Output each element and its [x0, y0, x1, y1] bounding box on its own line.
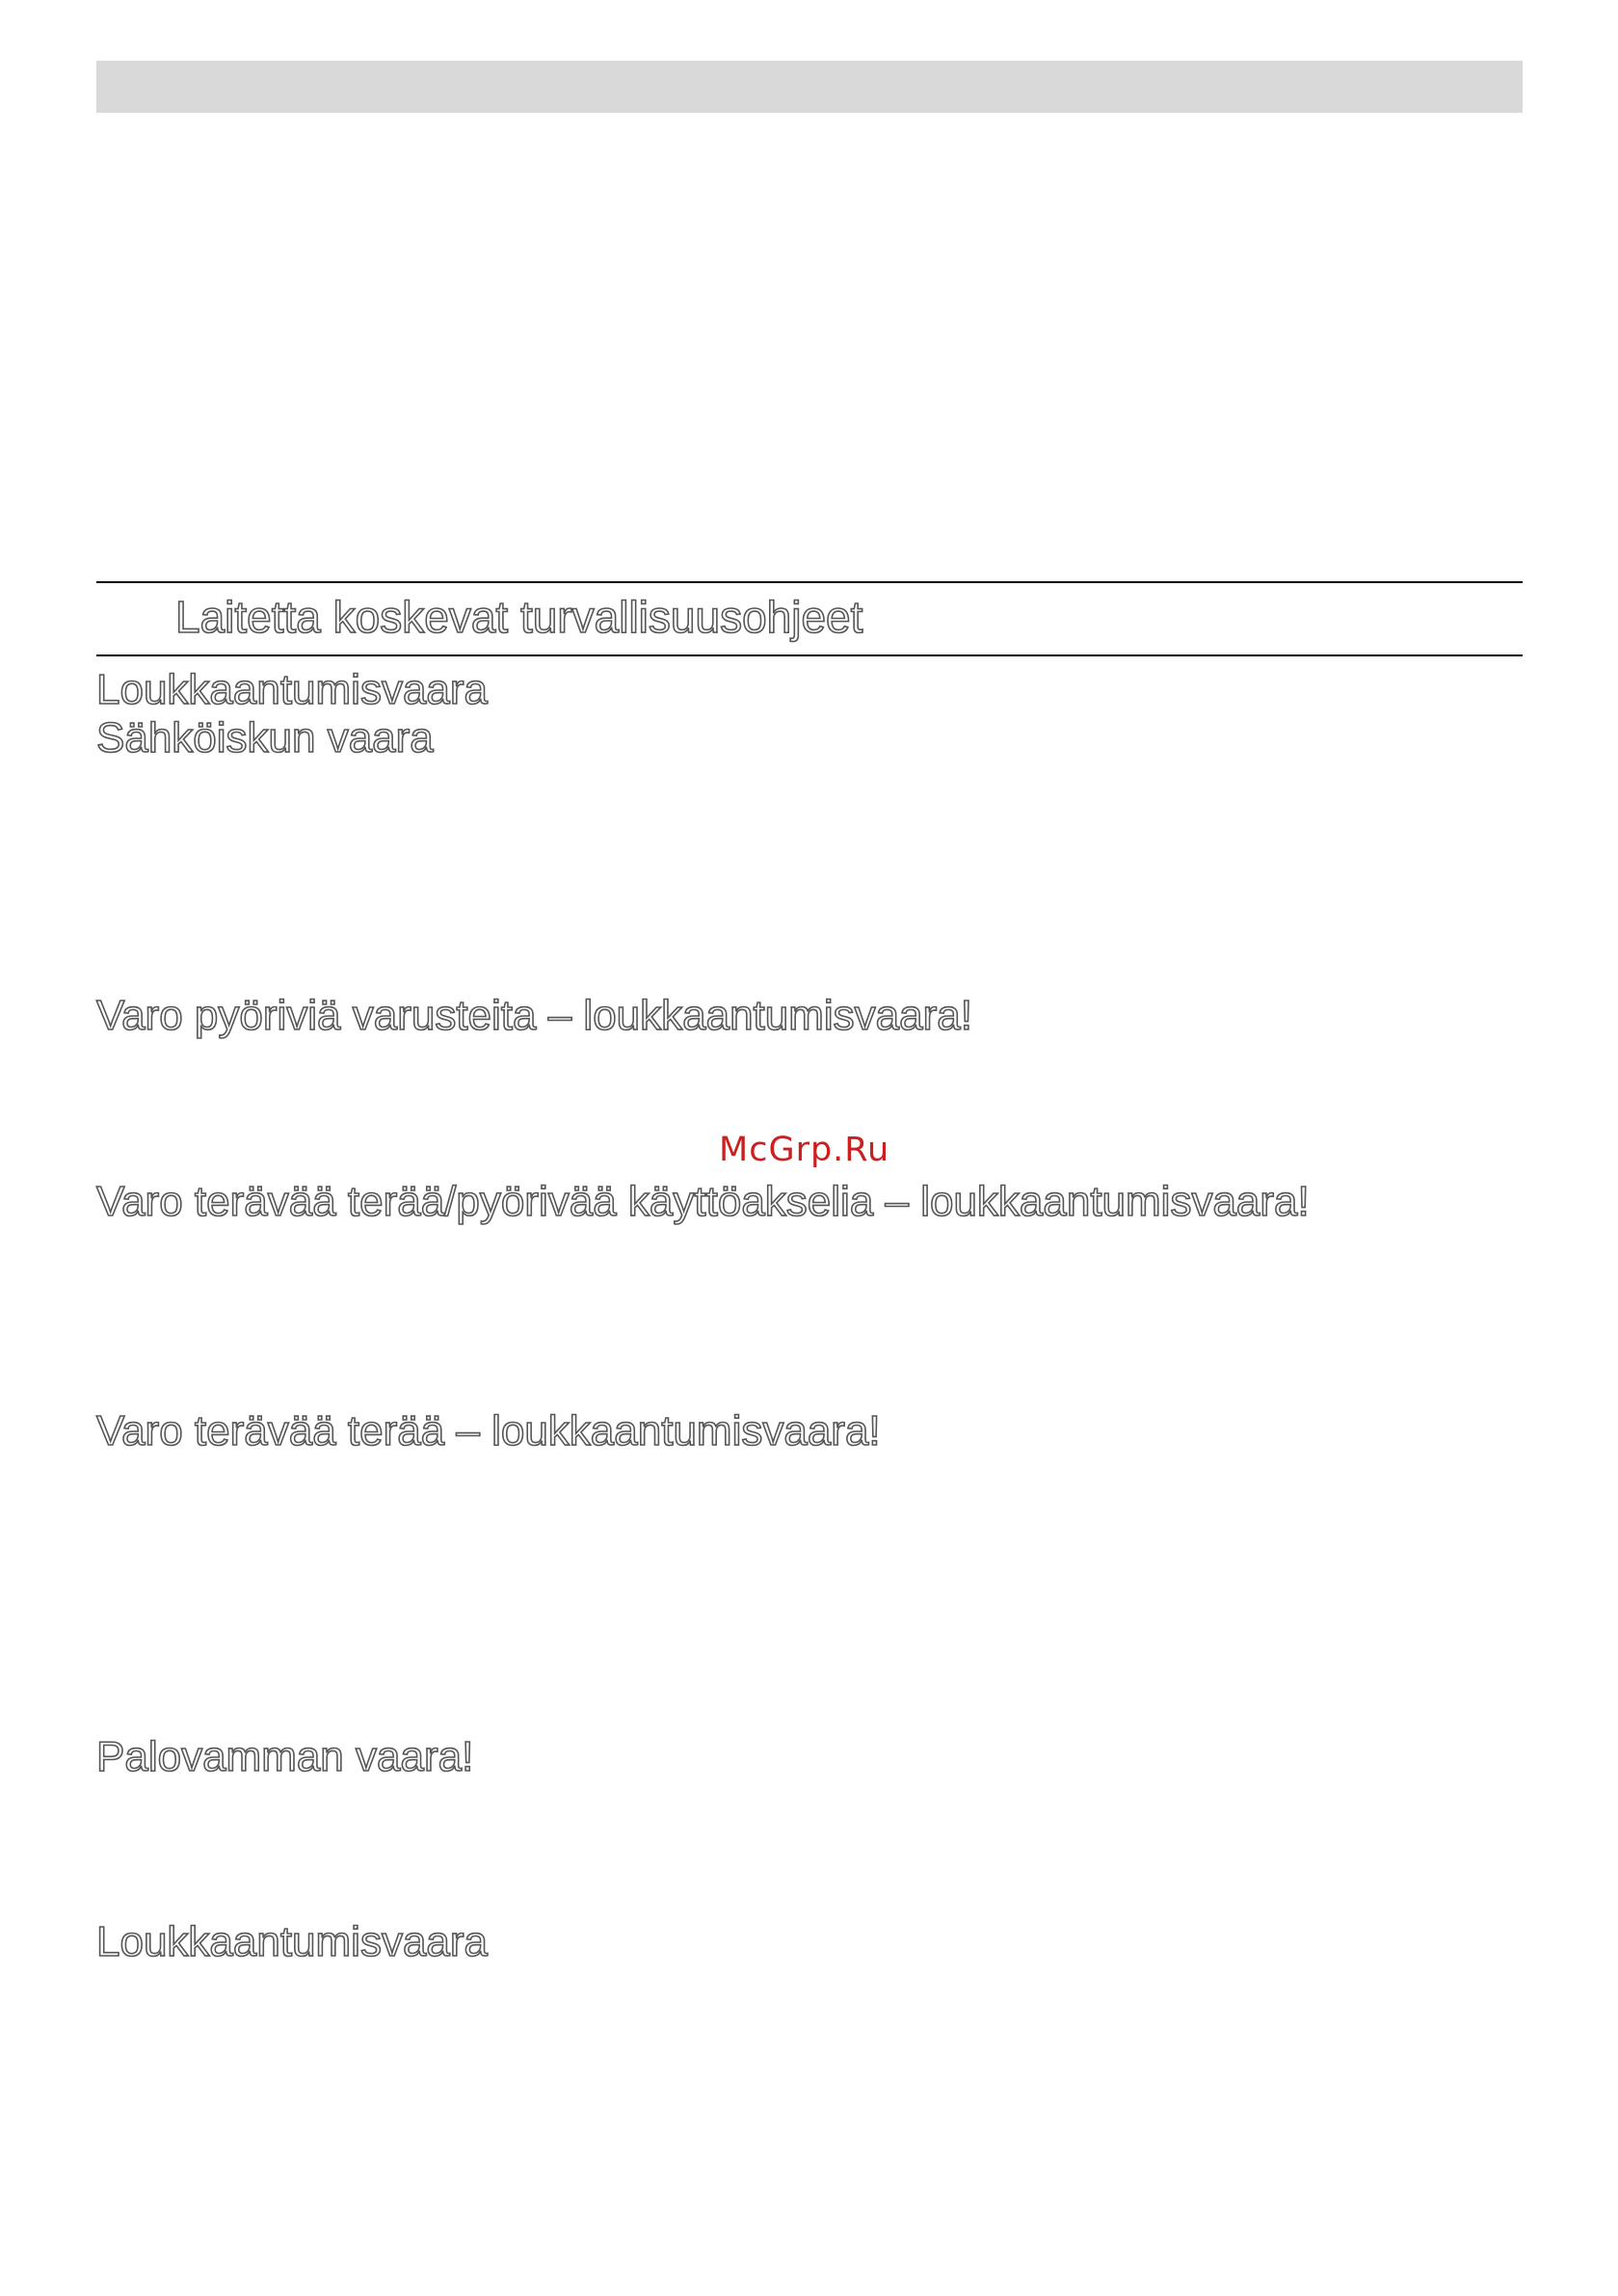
watermark: McGrp.Ru — [719, 1131, 890, 1169]
section-rule-bottom — [96, 654, 1523, 656]
header-band — [96, 61, 1523, 113]
heading-burn-hazard: Palovamman vaara! — [96, 1733, 474, 1780]
heading-rotating-accessories: Varo pyöriviä varusteita – loukkaantumisvaara! — [96, 992, 972, 1039]
section-rule-top — [96, 581, 1523, 583]
section-title: Laitetta koskevat turvallisuusohjeet — [175, 592, 863, 642]
heading-electric-shock-hazard: Sähköiskun vaara — [96, 714, 434, 761]
heading-sharp-blade-drive-shaft: Varo terävää terää/pyörivää käyttöakselia – loukkaantumisvaara! — [96, 1178, 1310, 1225]
heading-sharp-blade: Varo terävää terää – loukkaantumisvaara! — [96, 1407, 881, 1455]
heading-injury-hazard: Loukkaantumisvaara — [96, 666, 489, 713]
heading-injury-hazard-2: Loukkaantumisvaara — [96, 1918, 489, 1965]
